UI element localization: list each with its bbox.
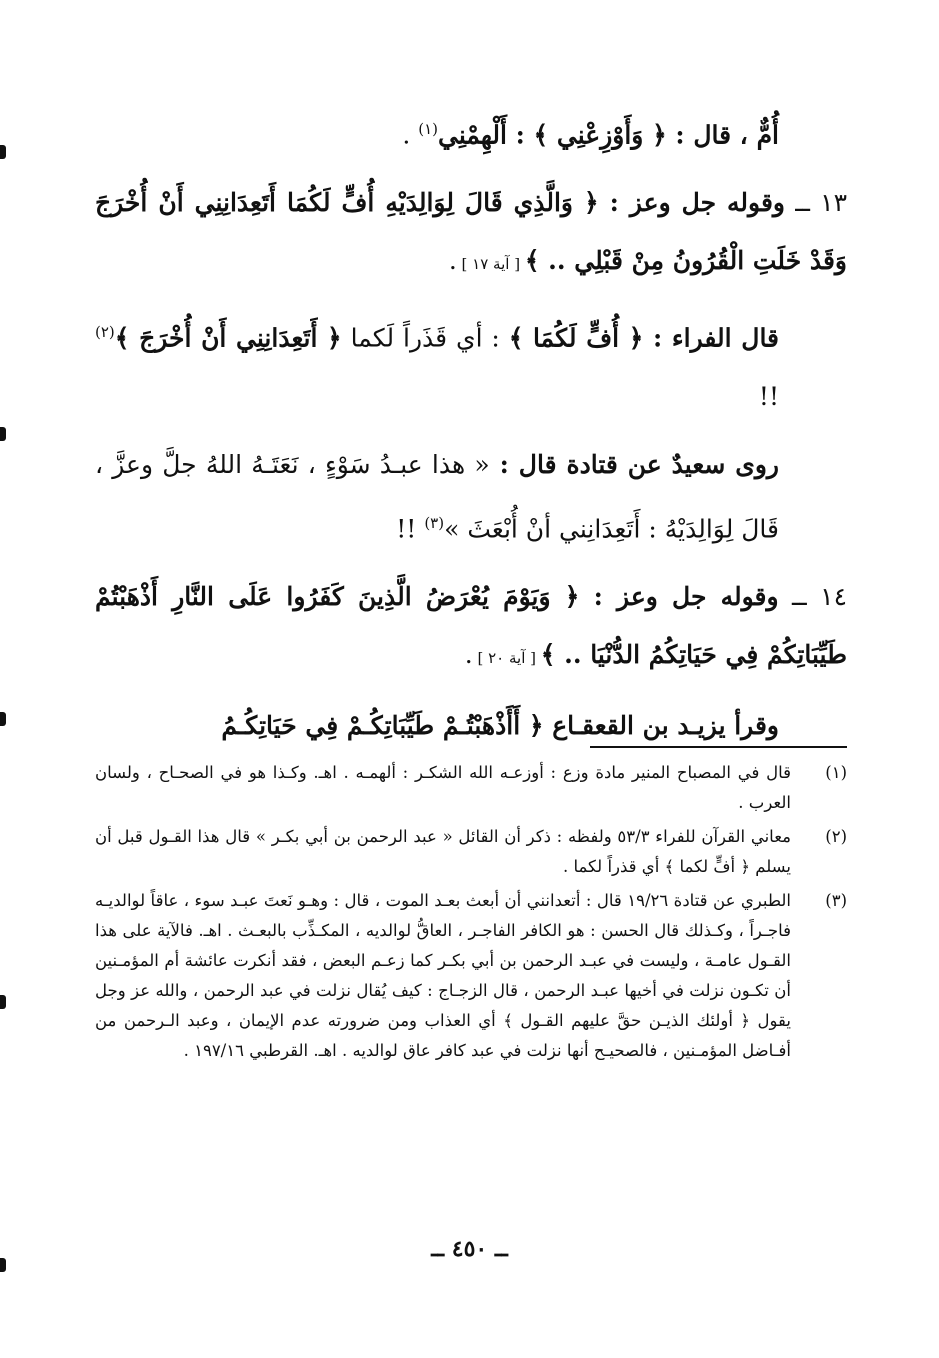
p1-text: أُمٌّ ، قال : ﴿ وَأَوْزِعْنِي ﴾ : أَلْهِمْنِي xyxy=(438,120,779,150)
p6-verse: ﴿ أَأَذْهَبْتُـمْ طَيِّبَاتِكُـمْ فِي حَيَاتِكُـمُ xyxy=(221,710,544,740)
scan-edge-mark xyxy=(0,995,6,1009)
p3-mid: : أي قَذَراً لَكما xyxy=(341,323,509,353)
scan-edge-mark xyxy=(0,145,6,159)
scan-edge-mark xyxy=(0,712,6,726)
p3-end: !! xyxy=(758,381,779,411)
p4-text: « هذا عبـدُ سَوْءٍ ، نَعَتَـهُ اللهُ جلَّ وعزَّ ، قَالَ لِوَالِدَيْهُ : أَتَعِدَانِني أنْ أُبْعَثَ » xyxy=(95,449,779,543)
page-number: ــ ٤٥٠ ــ xyxy=(431,1236,508,1262)
paragraph-qatada xyxy=(95,436,847,558)
p6-lead: وقرأ يزيـد بن القعقـاع xyxy=(543,710,779,740)
footnote-text: قال في المصباح المنير مادة وزع : أوزعـه الله الشكـر : ألهمـه . اهـ. وكـذا هو في الصحـاح ، ولسان العرب . xyxy=(95,763,791,812)
paragraph-farra xyxy=(95,303,847,425)
p5-lead: وقوله جل وعز : xyxy=(579,581,779,611)
footnote-1 xyxy=(95,758,847,818)
footnote-separator xyxy=(590,746,847,748)
footnote-number: (٢) xyxy=(825,827,847,846)
paragraph-1 xyxy=(95,100,847,164)
footnote-text: الطبري عن قتادة ١٩/٢٦ قال : أتعدانني أن أبعث بعـد الموت ، قال : وهـو نَعتَ عبـد سوء ، عاقاً لوالديـه فاجـراً ، وكـذلك قال الحسن : هو الكافر الفاجـر ، العاقُّ لوالديه ، المكـذِّب بالبعـث . اهـ. فالآية على هذا القـول عامـة ، وليست في عبـد الرحمن بن أبي بكـر كما زعـم البعض ، فقد أنكرت عائشة أم المؤمـنين أن تكـون نزلت في أخيها عبـد الرحمن ، قال الزجـاج : كيف يُقال نزلت في عبد الرحمن ، والله عز وجل يقول ﴿ أولئك الذيـن حقَّ عليهم القـول ﴾ أي العذاب ومن ضرورته عدم الإيمان ، وعبد الـرحمن من أفـاضل المؤمـنين ، فالصحيـح أنها نزلت في عبد كافر عاق لوالديه . اهـ. القرطبي ١٩٧/١٦ . xyxy=(95,891,792,1060)
item-number-14: ١٤ ــ xyxy=(778,581,847,611)
p1-end: . xyxy=(402,120,419,150)
footnote-ref-3: (٣) xyxy=(424,513,445,532)
verse-ref-20: [ آية ٢٠ ] xyxy=(472,648,541,667)
footnote-number: (١) xyxy=(825,763,847,782)
footnote-3 xyxy=(95,886,847,1066)
paragraph-13 xyxy=(95,174,847,293)
p2-lead: وقوله جل وعز : xyxy=(598,188,785,218)
quran-verse-17: ﴿ وَالَّذِي قَالَ لِوَالِدَيْهِ أُفٍّ لَكُمَا أَتَعِدَانِنِي أَنْ أُخْرَجَ وَقَدْ خَلَتِ الْقُرُونُ مِنْ قَبْلِي .. ﴾ xyxy=(95,188,847,276)
p3-verse-1: ﴿ أُفٍّ لَكُمَا ﴾ xyxy=(508,323,644,353)
footnotes xyxy=(95,758,847,1066)
p4-end: !! xyxy=(396,513,425,543)
footnote-number: (٣) xyxy=(825,891,847,910)
p5-end: . xyxy=(464,639,473,669)
paragraph-14 xyxy=(95,568,847,687)
p2-end: . xyxy=(448,246,457,276)
footnote-ref-2: (٢) xyxy=(95,323,115,342)
footnote-2 xyxy=(95,822,847,882)
item-number-13: ١٣ ــ xyxy=(785,188,847,218)
scan-edge-mark xyxy=(0,427,6,441)
quran-verse-20: ﴿ وَيَوْمَ يُعْرَضُ الَّذِينَ كَفَرُوا عَلَى النَّارِ أَذْهَبْتُمْ طَيِّبَاتِكُمْ فِي حَيَاتِكُمُ الدُّنْيَا .. ﴾ xyxy=(95,581,847,669)
p3-lead: قال الفراء : xyxy=(643,323,780,353)
verse-ref-17: [ آية ١٧ ] xyxy=(456,255,525,274)
p3-verse-2: ﴿ أَتَعِدَانِنِي أَنْ أُخْرَجَ ﴾ xyxy=(114,323,342,353)
footnote-text: معاني القرآن للفراء ٥٣/٣ ولفظه : ذكر أن القائل « عبد الرحمن بن أبي بكـر » قال هذا القـول قبل أن يسلم ﴿ أفٍّ لكما ﴾ أي قذراً لكما . xyxy=(95,827,791,876)
p4-lead: روى سعيدٌ عن قتادة قال : xyxy=(489,449,779,479)
footnote-ref-1: (١) xyxy=(418,120,438,138)
main-text xyxy=(95,100,847,755)
